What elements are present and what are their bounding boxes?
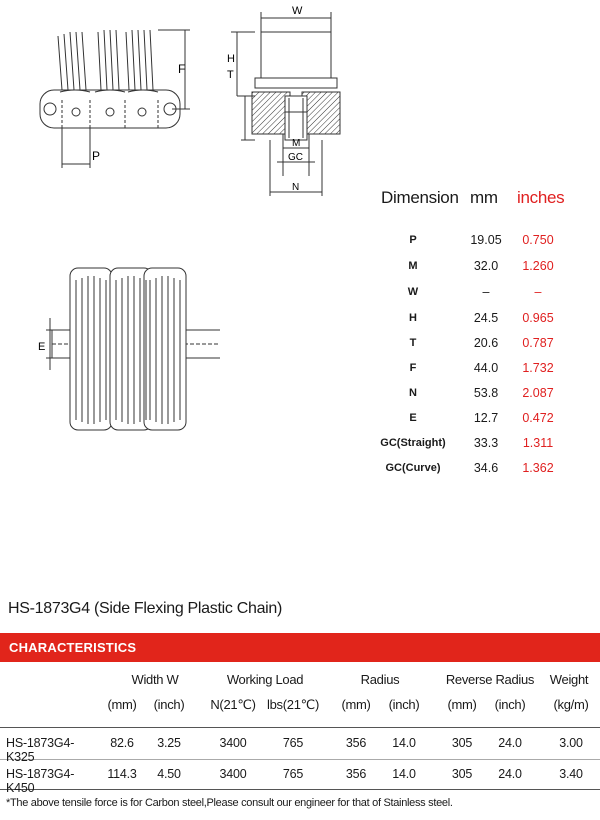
radius-header: Radius	[360, 672, 400, 687]
label-gc: GC	[288, 152, 303, 163]
unit-radius-inch: (inch)	[388, 697, 420, 712]
weight-header: Weight	[549, 672, 589, 687]
label-m: M	[292, 138, 301, 149]
label-h: H	[227, 53, 235, 65]
reverse-radius-header: Reverse Radius	[445, 672, 535, 687]
dimension-row: GC(Straight) 33.3 1.311	[380, 436, 554, 450]
label-n: N	[292, 182, 300, 193]
front-view-diagram	[215, 0, 360, 205]
mm-header: mm	[470, 188, 498, 207]
unit-width-mm: (mm)	[107, 697, 137, 712]
inches-header: inches	[517, 188, 565, 207]
unit-load-n: N(21℃)	[210, 697, 256, 712]
unit-load-lbs: lbs(21℃)	[267, 697, 319, 712]
label-w: W	[292, 5, 303, 17]
top-view-diagram	[30, 260, 220, 440]
dimension-row: T 20.6 0.787	[409, 336, 554, 350]
characteristics-label: CHARACTERISTICS	[9, 640, 137, 655]
dimension-row: E 12.7 0.472	[409, 411, 554, 425]
footnote: *The above tensile force is for Carbon steel,Please consult our engineer for that of Stainless steel.	[6, 797, 453, 809]
dimension-row: P 19.05 0.750	[409, 233, 554, 247]
unit-width-inch: (inch)	[153, 697, 185, 712]
divider	[0, 727, 600, 728]
chain-teeth	[58, 30, 153, 90]
unit-weight: (kg/m)	[553, 697, 589, 712]
dimension-row: GC(Curve) 34.6 1.362	[385, 461, 554, 475]
side-view-diagram	[0, 0, 200, 180]
unit-radius-mm: (mm)	[341, 697, 371, 712]
dimension-header: Dimension	[381, 188, 459, 207]
label-t: T	[227, 69, 234, 81]
label-p: P	[92, 149, 101, 163]
working-load-header: Working Load	[226, 672, 304, 687]
unit-rev-mm: (mm)	[447, 697, 477, 712]
width-header: Width W	[131, 672, 179, 687]
dimension-row: F 44.0 1.732	[409, 361, 554, 375]
dimension-row: M 32.0 1.260	[408, 259, 554, 273]
label-f: F	[178, 62, 186, 76]
product-title: HS-1873G4 (Side Flexing Plastic Chain)	[8, 600, 283, 617]
characteristics-banner	[0, 633, 600, 662]
label-e: E	[38, 341, 46, 353]
dimension-row: N 53.8 2.087	[409, 386, 554, 400]
unit-rev-inch: (inch)	[494, 697, 526, 712]
dimension-row: H 24.5 0.965	[409, 311, 554, 325]
dimension-row: W – –	[407, 285, 542, 299]
